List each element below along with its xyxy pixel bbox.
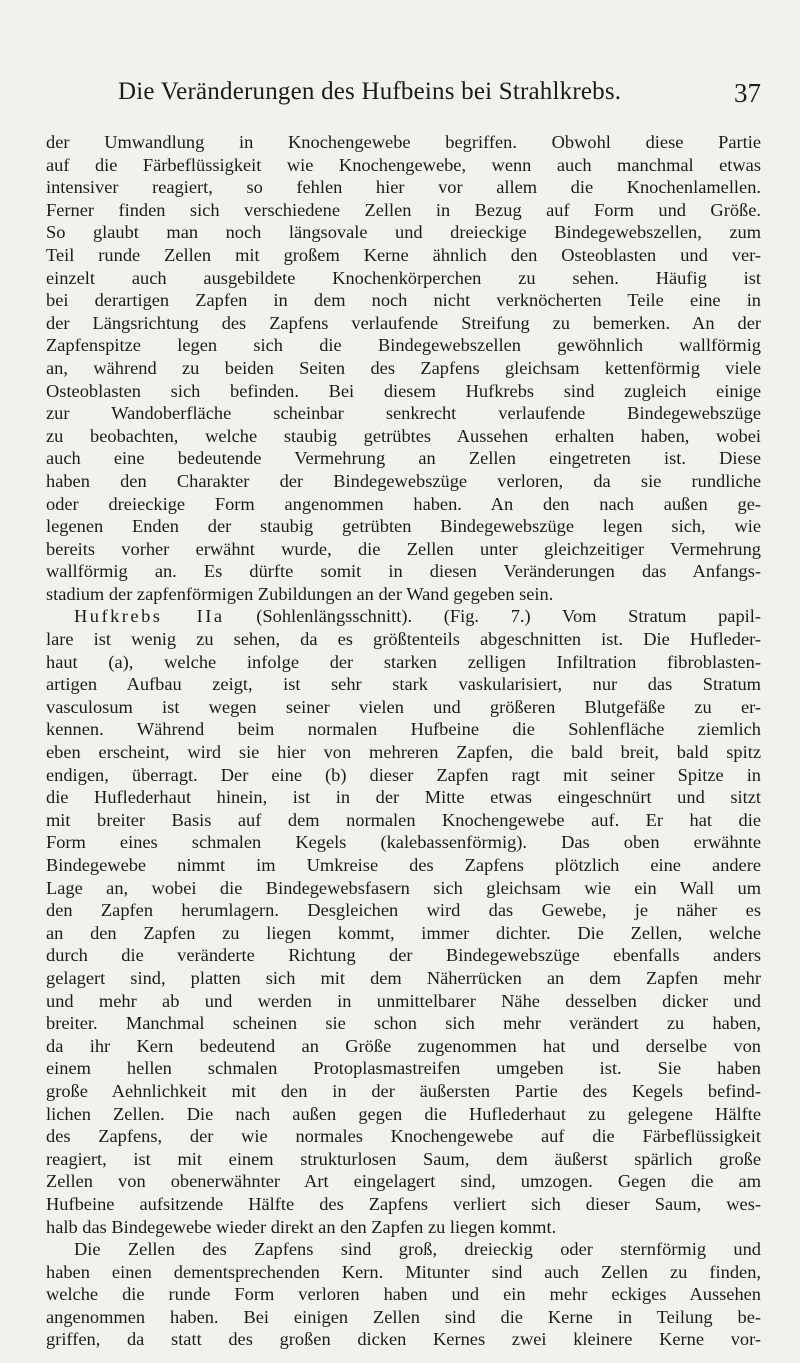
text-line: einem hellen schmalen Protoplasmastreifen umgeben ist. Sie haben: [46, 1058, 761, 1079]
text-line: auch eine bedeutende Vermehrung an Zellen eingetreten ist. Diese: [46, 448, 761, 469]
text-line: kennen. Während beim normalen Hufbeine die Sohlenfläche ziemlich: [46, 719, 761, 740]
text-line: artigen Aufbau zeigt, ist sehr stark vaskularisiert, nur das Stratum: [46, 674, 761, 695]
text-line: Form eines schmalen Kegels (kalebassenförmig). Das oben erwähnte: [46, 832, 761, 853]
text-line: zur Wandoberfläche scheinbar senkrecht verlaufende Bindegewebszüge: [46, 403, 761, 424]
text-line: gelagert sind, platten sich mit dem Näherrücken an dem Zapfen mehr: [46, 967, 761, 988]
text-line: große Aehnlichkeit mit den in der äußersten Partie des Kegels befind-: [46, 1080, 761, 1101]
text-line: bereits vorher erwähnt wurde, die Zellen unter gleichzeitiger Vermehrung: [46, 538, 761, 559]
text-line: Bindegewebe nimmt im Umkreise des Zapfens plötzlich eine andere: [46, 855, 761, 875]
text-line: Ferner finden sich verschiedene Zellen in Bezug auf Form und Größe.: [46, 199, 761, 220]
text-line: da ihr Kern bedeutend an Größe zugenommen hat und derselbe von: [46, 1035, 761, 1056]
text-line: haben einen dementsprechenden Kern. Mitunter sind auch Zellen zu finden,: [46, 1261, 761, 1282]
text-line: reagiert, ist mit einem strukturlosen Saum, dem äußerst spärlich große: [46, 1148, 761, 1169]
text-line: Hufbeine aufsitzende Hälfte des Zapfens verliert sich dieser Saum, wes-: [46, 1193, 761, 1214]
text-line-hufkrebs: [46, 605, 761, 628]
text-line: Osteoblasten sich befinden. Bei diesem Hufkrebs sind zugleich einige: [46, 380, 761, 401]
text-line: haben den Charakter der Bindegewebszüge verloren, da sie rundliche: [46, 470, 761, 491]
text-line: intensiver reagiert, so fehlen hier vor allem die Knochenlamellen.: [46, 177, 761, 198]
text-line: eben erscheint, wird sie hier von mehreren Zapfen, die bald breit, bald spitz: [46, 742, 761, 763]
page-number: 37: [734, 78, 761, 108]
text-line: haut (a), welche infolge der starken zelligen Infiltration fibroblasten-: [46, 651, 761, 672]
text-line: stadium der zapfenförmigen Zubildungen an der Wand gegeben sein.: [46, 583, 554, 604]
text-line: wallförmig an. Es dürfte somit in diesen Veränderungen das Anfangs-: [46, 561, 761, 582]
text-line: die Huflederhaut hinein, ist in der Mitte etwas eingeschnürt und sitzt: [46, 787, 761, 808]
text-line: des Zapfens, der wie normales Knochengewebe auf die Färbeflüssigkeit: [46, 1126, 761, 1147]
text-line: Teil runde Zellen mit großem Kerne ähnlich den Osteoblasten und ver-: [46, 244, 761, 265]
text-line: breiter. Manchmal scheinen sie schon sich mehr verändert zu haben,: [46, 1013, 761, 1034]
running-header: [46, 78, 761, 114]
text-line: endigen, überragt. Der eine (b) dieser Zapfen ragt mit seiner Spitze in: [46, 764, 761, 785]
text-line: den Zapfen herumlagern. Desgleichen wird das Gewebe, je näher es: [46, 900, 761, 921]
text-line: So glaubt man noch längsovale und dreieckige Bindegewebszellen, zum: [46, 222, 761, 243]
text-line: Zapfenspitze legen sich die Bindegewebszellen gewöhnlich wallförmig: [46, 335, 761, 356]
text-line: welche die runde Form verloren haben und ein mehr eckiges Aussehen: [46, 1284, 761, 1305]
text-line: zu beobachten, welche staubig getrübtes Aussehen erhalten haben, wobei: [46, 425, 761, 446]
text-line: durch die veränderte Richtung der Bindegewebszüge ebenfalls anders: [46, 945, 761, 966]
text-line: auf die Färbeflüssigkeit wie Knochengewebe, wenn auch manchmal etwas: [46, 154, 761, 175]
text-line: lare ist wenig zu sehen, da es größtenteils abgeschnitten ist. Die Hufleder-: [46, 629, 761, 650]
text-line: an, während zu beiden Seiten des Zapfens gleichsam kettenförmig viele: [46, 357, 761, 378]
body-text: [46, 131, 761, 1351]
text-line: Lage an, wobei die Bindegewebsfasern sich gleichsam wie ein Wall um: [46, 877, 761, 898]
text-line-rest: (Sohlenlängsschnitt). (Fig. 7.) Vom Stratum papil-: [256, 606, 761, 627]
text-line: lichen Zellen. Die nach außen gegen die Huflederhaut zu gelegene Hälfte: [46, 1103, 761, 1124]
text-line: oder dreieckige Form angenommen haben. An den nach außen ge-: [46, 493, 761, 514]
text-line: einzelt auch ausgebildete Knochenkörperchen zu sehen. Häufig ist: [46, 267, 761, 288]
text-line: griffen, da statt des großen dicken Kernes zwei kleinere Kerne vor-: [46, 1329, 761, 1350]
text-line: Zellen von obenerwähnter Art eingelagert sind, umzogen. Gegen die am: [46, 1171, 761, 1192]
text-line: bei derartigen Zapfen in dem noch nicht verknöcherten Teile eine in: [46, 290, 761, 311]
text-line: vasculosum ist wegen seiner vielen und größeren Blutgefäße zu er-: [46, 696, 761, 717]
text-line: der Längsrichtung des Zapfens verlaufende Streifung zu bemerken. An der: [46, 312, 761, 333]
text-line: der Umwandlung in Knochengewebe begriffen. Obwohl diese Partie: [46, 132, 761, 152]
running-title: Die Veränderungen des Hufbeins bei Strahlkrebs.: [118, 78, 622, 105]
spaced-heading: Hufkrebs IIa: [74, 606, 225, 627]
text-line: legenen Enden der staubig getrübten Bindegewebszüge legen sich, wie: [46, 516, 761, 537]
text-line: mit breiter Basis auf dem normalen Knochengewebe auf. Er hat die: [46, 809, 761, 830]
text-line: halb das Bindegewebe wieder direkt an den Zapfen zu liegen kommt.: [46, 1216, 557, 1237]
text-line: und mehr ab und werden in unmittelbarer Nähe desselben dicker und: [46, 990, 761, 1011]
text-line: Die Zellen des Zapfens sind groß, dreieckig oder sternförmig und: [74, 1239, 761, 1260]
text-line: an den Zapfen zu liegen kommt, immer dichter. Die Zellen, welche: [46, 922, 761, 943]
text-line: angenommen haben. Bei einigen Zellen sind die Kerne in Teilung be-: [46, 1306, 761, 1327]
